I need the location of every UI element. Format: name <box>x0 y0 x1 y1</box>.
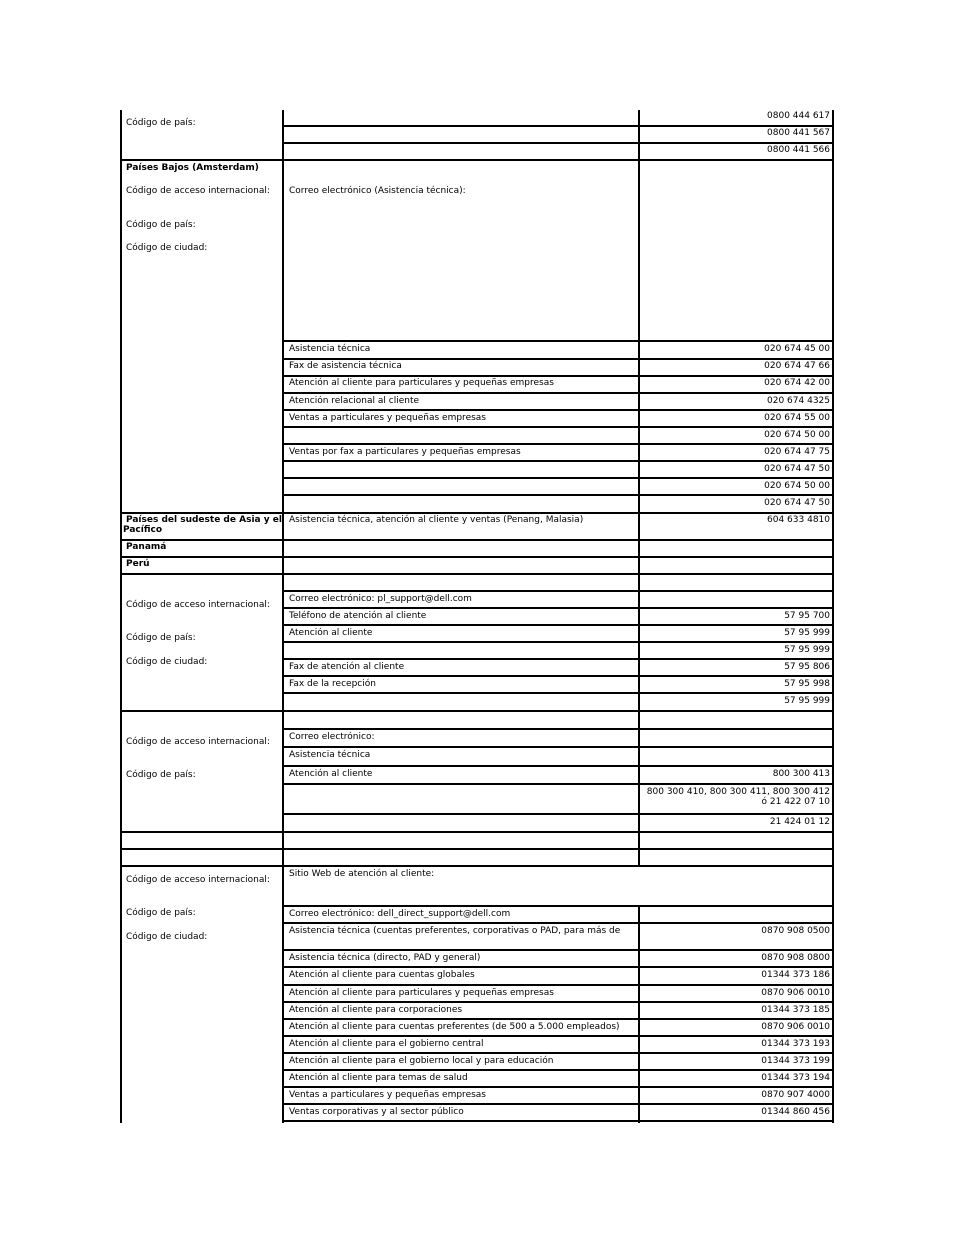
service-description: Atención al cliente <box>289 628 373 638</box>
table-rule <box>282 922 834 924</box>
table-rule <box>282 375 834 377</box>
phone-number: 020 674 42 00 <box>764 378 830 388</box>
service-description: Atención al cliente para corporaciones <box>289 1005 463 1015</box>
service-description: Asistencia técnica <box>289 750 371 760</box>
table-rule <box>282 641 834 643</box>
service-description: Correo electrónico: pl_support@dell.com <box>289 594 472 604</box>
phone-number: 0870 906 0010 <box>761 1022 830 1032</box>
phone-number: 01344 860 456 <box>761 1107 830 1117</box>
table-rule <box>282 1086 834 1088</box>
table-rule <box>282 675 834 677</box>
table-rule <box>282 658 834 660</box>
table-rule <box>282 142 834 144</box>
service-description: Fax de asistencia técnica <box>289 361 402 371</box>
table-rule <box>120 848 834 850</box>
city-code-label: Código de ciudad: <box>126 243 208 253</box>
table-rule <box>120 512 834 514</box>
service-description: Asistencia técnica <box>289 344 371 354</box>
service-description: Ventas corporativas y al sector público <box>289 1107 464 1117</box>
service-description: Asistencia técnica (directo, PAD y general) <box>289 953 481 963</box>
service-description: Atención al cliente <box>289 769 373 779</box>
country-name: Perú <box>126 559 150 569</box>
table-rule <box>282 966 834 968</box>
table-rule <box>282 1035 834 1037</box>
table-rule <box>282 494 834 496</box>
table-rule <box>282 624 834 626</box>
table-rule <box>282 426 834 428</box>
table-rule <box>282 1069 834 1071</box>
table-rule <box>638 905 640 1123</box>
service-description: Atención relacional al cliente <box>289 396 420 406</box>
table-rule <box>120 539 834 541</box>
country-code-label: Código de país: <box>126 633 196 643</box>
phone-number: 57 95 999 <box>784 628 830 638</box>
table-rule <box>282 340 834 342</box>
table-rule <box>282 409 834 411</box>
phone-number: 0870 907 4000 <box>761 1090 830 1100</box>
phone-number: 020 674 50 00 <box>764 481 830 491</box>
table-rule <box>282 125 834 127</box>
table-rule <box>282 905 834 907</box>
service-description: Atención al cliente para cuentas preferentes (de 500 a 5.000 empleados) <box>289 1022 620 1032</box>
phone-number: 01344 373 185 <box>761 1005 830 1015</box>
phone-number: 57 95 998 <box>784 679 830 689</box>
table-rule <box>282 765 834 767</box>
table-rule <box>120 865 834 867</box>
phone-number: 57 95 700 <box>784 611 830 621</box>
service-description: Correo electrónico: dell_direct_support@dell.com <box>289 909 511 919</box>
phone-number: 01344 373 193 <box>761 1039 830 1049</box>
table-rule <box>282 590 834 592</box>
phone-number: 01344 373 186 <box>761 970 830 980</box>
phone-number: 020 674 45 00 <box>764 344 830 354</box>
service-description: Asistencia técnica (cuentas preferentes, corporativas o PAD, para más de <box>289 926 621 936</box>
table-rule <box>282 392 834 394</box>
phone-number: 020 674 4325 <box>767 396 830 406</box>
phone-number: 020 674 55 00 <box>764 413 830 423</box>
table-rule <box>282 813 834 815</box>
table-rule <box>282 1052 834 1054</box>
phone-number: 57 95 999 <box>784 645 830 655</box>
table-rule <box>120 573 834 575</box>
phone-number: 604 633 4810 <box>767 515 830 525</box>
table-rule <box>282 746 834 748</box>
phone-number: 800 300 413 <box>772 769 830 779</box>
service-description: Ventas a particulares y pequeñas empresas <box>289 1090 486 1100</box>
phone-number: 0800 441 567 <box>767 128 830 138</box>
table-rule <box>282 783 834 785</box>
service-description: Sitio Web de atención al cliente: <box>289 869 435 879</box>
country-code-label: Código de país: <box>126 770 196 780</box>
country-name: Países del sudeste de Asia y el <box>126 515 282 525</box>
intl-access-code-label: Código de acceso internacional: <box>126 186 270 196</box>
phone-number: ó 21 422 07 10 <box>761 797 830 807</box>
table-rule <box>282 1001 834 1003</box>
phone-number: 57 95 999 <box>784 696 830 706</box>
service-description: Fax de atención al cliente <box>289 662 405 672</box>
table-rule <box>282 949 834 951</box>
table-rule <box>282 607 834 609</box>
phone-number: 0870 908 0800 <box>761 953 830 963</box>
table-rule <box>282 1103 834 1105</box>
phone-number: 020 674 50 00 <box>764 430 830 440</box>
service-description: Atención al cliente para particulares y pequeñas empresas <box>289 988 554 998</box>
table-rule <box>120 110 122 1123</box>
table-rule <box>282 443 834 445</box>
table-rule <box>120 710 834 712</box>
intl-access-code-label: Código de acceso internacional: <box>126 600 270 610</box>
table-rule <box>638 110 640 867</box>
country-name: Pacífico <box>123 525 163 535</box>
phone-number: 0800 444 617 <box>767 111 830 121</box>
service-description: Atención al cliente para cuentas globales <box>289 970 475 980</box>
table-rule <box>282 110 284 1123</box>
city-code-label: Código de ciudad: <box>126 932 208 942</box>
service-description: Asistencia técnica, atención al cliente y ventas (Penang, Malasia) <box>289 515 584 525</box>
service-description: Fax de la recepción <box>289 679 376 689</box>
phone-number: 0870 908 0500 <box>761 926 830 936</box>
phone-number: 020 674 47 50 <box>764 464 830 474</box>
table-rule <box>282 984 834 986</box>
phone-number: 01344 373 199 <box>761 1056 830 1066</box>
table-rule <box>282 477 834 479</box>
service-description: Ventas por fax a particulares y pequeñas empresas <box>289 447 521 457</box>
table-rule <box>282 728 834 730</box>
country-code-label: Código de país: <box>126 908 196 918</box>
phone-number: 57 95 806 <box>784 662 830 672</box>
table-rule <box>120 556 834 558</box>
phone-number: 020 674 47 75 <box>764 447 830 457</box>
phone-number: 020 674 47 66 <box>764 361 830 371</box>
service-description: Correo electrónico: <box>289 732 375 742</box>
phone-number: 020 674 47 50 <box>764 498 830 508</box>
intl-access-code-label: Código de acceso internacional: <box>126 737 270 747</box>
country-code-label: Código de país: <box>126 220 196 230</box>
service-description: Atención al cliente para el gobierno local y para educación <box>289 1056 554 1066</box>
city-code-label: Código de ciudad: <box>126 657 208 667</box>
intl-access-code-label: Código de acceso internacional: <box>126 875 270 885</box>
phone-number: 01344 373 194 <box>761 1073 830 1083</box>
table-rule <box>282 692 834 694</box>
table-rule <box>120 159 834 161</box>
service-description: Atención al cliente para el gobierno central <box>289 1039 484 1049</box>
phone-number: 800 300 410, 800 300 411, 800 300 412 <box>646 787 830 797</box>
service-description: Atención al cliente para temas de salud <box>289 1073 468 1083</box>
table-rule <box>282 1018 834 1020</box>
table-rule <box>282 460 834 462</box>
table-rule <box>282 358 834 360</box>
phone-number: 0870 906 0010 <box>761 988 830 998</box>
table-rule <box>832 110 834 1123</box>
service-description: Correo electrónico (Asistencia técnica): <box>289 186 466 196</box>
country-name: Países Bajos (Amsterdam) <box>126 163 259 173</box>
service-description: Atención al cliente para particulares y pequeñas empresas <box>289 378 554 388</box>
country-name: Panamá <box>126 542 167 552</box>
phone-number: 0800 441 566 <box>767 145 830 155</box>
service-description: Teléfono de atención al cliente <box>289 611 427 621</box>
table-rule <box>120 831 834 833</box>
phone-number: 21 424 01 12 <box>769 817 830 827</box>
country-code-label: Código de país: <box>126 118 196 128</box>
service-description: Ventas a particulares y pequeñas empresas <box>289 413 486 423</box>
table-rule <box>282 1120 834 1122</box>
